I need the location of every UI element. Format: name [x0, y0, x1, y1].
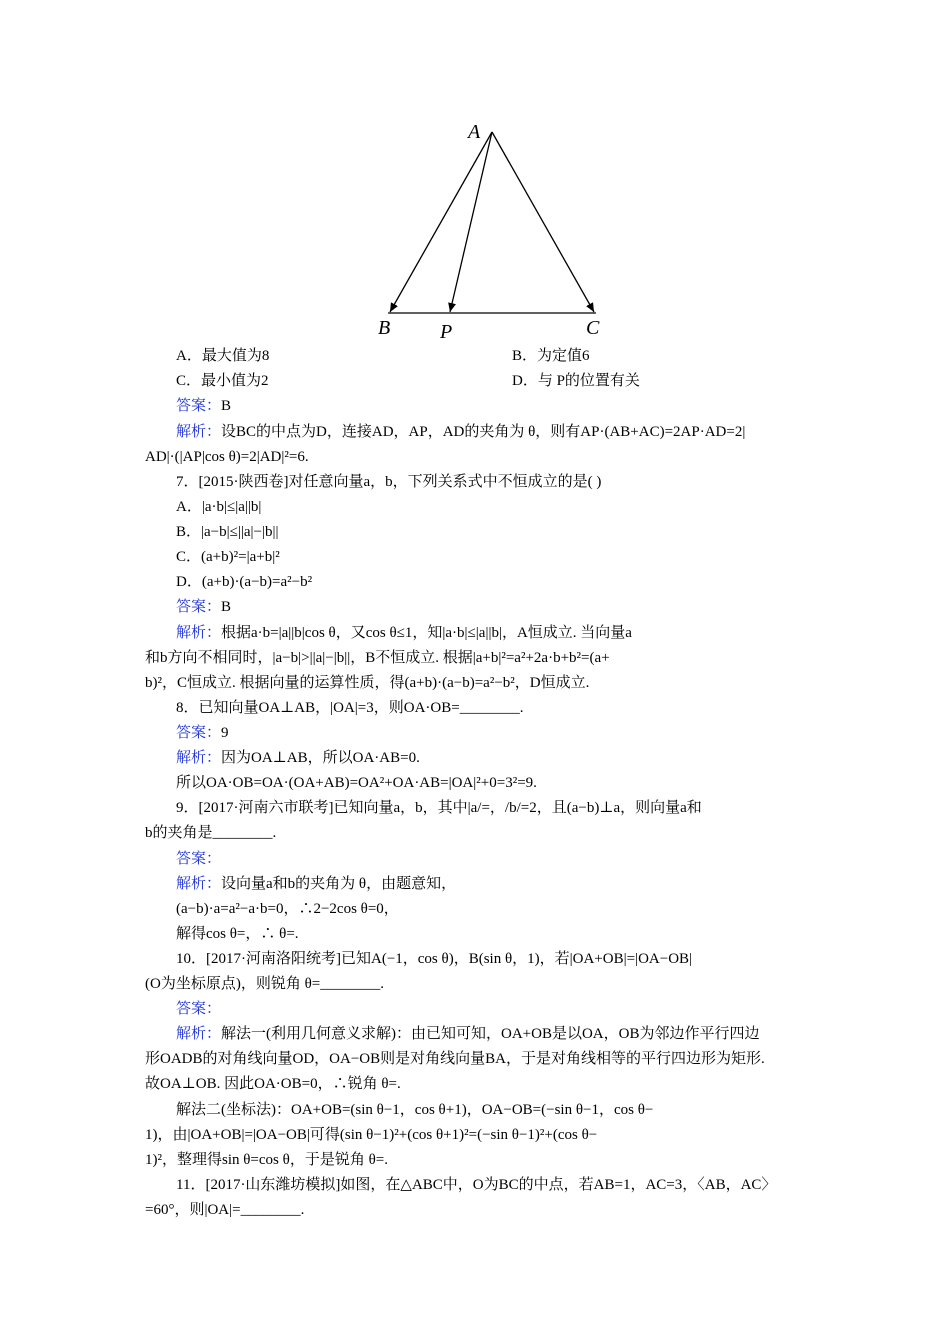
triangle-figure	[370, 118, 620, 348]
vector-ab	[390, 132, 492, 312]
label-b: B	[378, 317, 391, 339]
q9-answer	[176, 849, 221, 869]
q8-answer	[176, 723, 229, 743]
answer-value: B	[221, 398, 232, 414]
label-a: A	[468, 121, 481, 143]
q6-option-c: C．最小值为2	[176, 373, 269, 389]
q7-analysis	[176, 623, 632, 643]
analysis-label: 解析：	[176, 1026, 222, 1042]
q10-method2-line1: 解法二(坐标法)：OA+OB=(sin θ−1，cos θ+1)，OA−OB=(−sin θ−1，cos θ−	[176, 1102, 654, 1118]
q8-analysis-line2: 所以OA·OB=OA·(OA+AB)=OA²+OA·AB=|OA|²+0=3²=9.	[176, 775, 537, 791]
q9-stem: 9．[2017·河南六市联考]已知向量a，b，其中|a/=，/b/=2，且(a−b)⊥a，则向量a和	[176, 800, 702, 816]
q11-stem: 11．[2017·山东潍坊模拟]如图，在△ABC中，O为BC的中点，若AB=1，AC=3，〈AB，AC〉	[176, 1177, 777, 1193]
answer-value: 9	[221, 725, 229, 741]
answer-label: 答案：	[176, 599, 222, 615]
analysis-label: 解析：	[176, 424, 222, 440]
q8-stem: 8．已知向量OA⊥AB，|OA|=3，则OA·OB=________.	[176, 700, 524, 716]
analysis-text: 设BC的中点为D，连接AD，AP，AD的夹角为 θ，则有AP·(AB+AC)=2AP·AD=2|	[221, 424, 746, 440]
analysis-label: 解析：	[176, 876, 222, 892]
q7-analysis-line3: b)²，C恒成立. 根据向量的运算性质，得(a+b)·(a−b)=a²−b²，D恒成立.	[145, 675, 590, 691]
q10-method2-line3: 1)²，整理得sin θ=cos θ，于是锐角 θ=.	[145, 1152, 388, 1168]
q6-analysis	[176, 422, 745, 442]
q7-option-c: C．(a+b)²=|a+b|²	[176, 549, 280, 565]
q7-answer	[176, 597, 231, 617]
answer-label: 答案：	[176, 398, 222, 414]
analysis-label: 解析：	[176, 750, 222, 766]
label-p: P	[440, 321, 453, 343]
answer-label: 答案：	[176, 725, 222, 741]
label-c: C	[586, 317, 600, 339]
q7-option-b: B．|a−b|≤||a|−|b||	[176, 524, 279, 540]
answer-label: 答案：	[176, 851, 222, 867]
q7-option-a: A．|a·b|≤|a||b|	[176, 499, 262, 515]
q10-stem: 10．[2017·河南洛阳统考]已知A(−1，cos θ)，B(sin θ，1)，若|OA+OB|=|OA−OB|	[176, 951, 693, 967]
q9-analysis	[176, 874, 456, 894]
q6-option-a: A．最大值为8	[176, 348, 270, 364]
q6-option-b: B．为定值6	[512, 348, 590, 364]
vector-ac	[492, 132, 594, 312]
answer-label: 答案：	[176, 1001, 222, 1017]
analysis-text: 因为OA⊥AB，所以OA·AB=0.	[221, 750, 420, 766]
q9-stem-line2: b的夹角是________.	[145, 825, 277, 841]
q10-analysis-line3: 故OA⊥OB. 因此OA·OB=0，∴锐角 θ=.	[145, 1076, 401, 1092]
q9-analysis-line3: 解得cos θ=，∴ θ=.	[176, 926, 299, 942]
q7-option-d: D．(a+b)·(a−b)=a²−b²	[176, 574, 313, 590]
q7-analysis-line2: 和b方向不相同时，|a−b|>||a|−|b||，B不恒成立. 根据|a+b|²=a²+2a·b+b²=(a+	[145, 650, 610, 666]
q6-answer	[176, 396, 231, 416]
analysis-text: 解法一(利用几何意义求解)：由已知可知，OA+OB是以OA，OB为邻边作平行四边	[221, 1026, 760, 1042]
analysis-label: 解析：	[176, 625, 222, 641]
analysis-text: 根据a·b=|a||b|cos θ，又cos θ≤1，知|a·b|≤|a||b|，A恒成立. 当向量a	[221, 625, 632, 641]
q10-method2-line2: 1)，由|OA+OB|=|OA−OB|可得(sin θ−1)²+(cos θ+1)²=(−sin θ−1)²+(cos θ−	[145, 1127, 598, 1143]
q10-analysis	[176, 1024, 759, 1044]
q11-stem-line2: =60°，则|OA|=________.	[145, 1202, 305, 1218]
q9-analysis-line2: (a−b)·a=a²−a·b=0，∴2−2cos θ=0，	[176, 901, 399, 917]
q8-analysis	[176, 748, 420, 768]
q6-option-d: D．与 P的位置有关	[512, 373, 640, 389]
q6-analysis-line2: AD|·(|AP|cos θ)=2|AD|²=6.	[145, 449, 309, 465]
q10-answer	[176, 999, 221, 1019]
analysis-text: 设向量a和b的夹角为 θ，由题意知，	[221, 876, 457, 892]
q7-stem: 7．[2015·陕西卷]对任意向量a，b，下列关系式中不恒成立的是( )	[176, 474, 602, 490]
vector-ap	[450, 132, 492, 312]
answer-value: B	[221, 599, 232, 615]
q10-stem-line2: (O为坐标原点)，则锐角 θ=________.	[145, 976, 384, 992]
q10-analysis-line2: 形OADB的对角线向量OD，OA−OB则是对角线向量BA，于是对角线相等的平行四边形为矩形.	[145, 1051, 765, 1067]
